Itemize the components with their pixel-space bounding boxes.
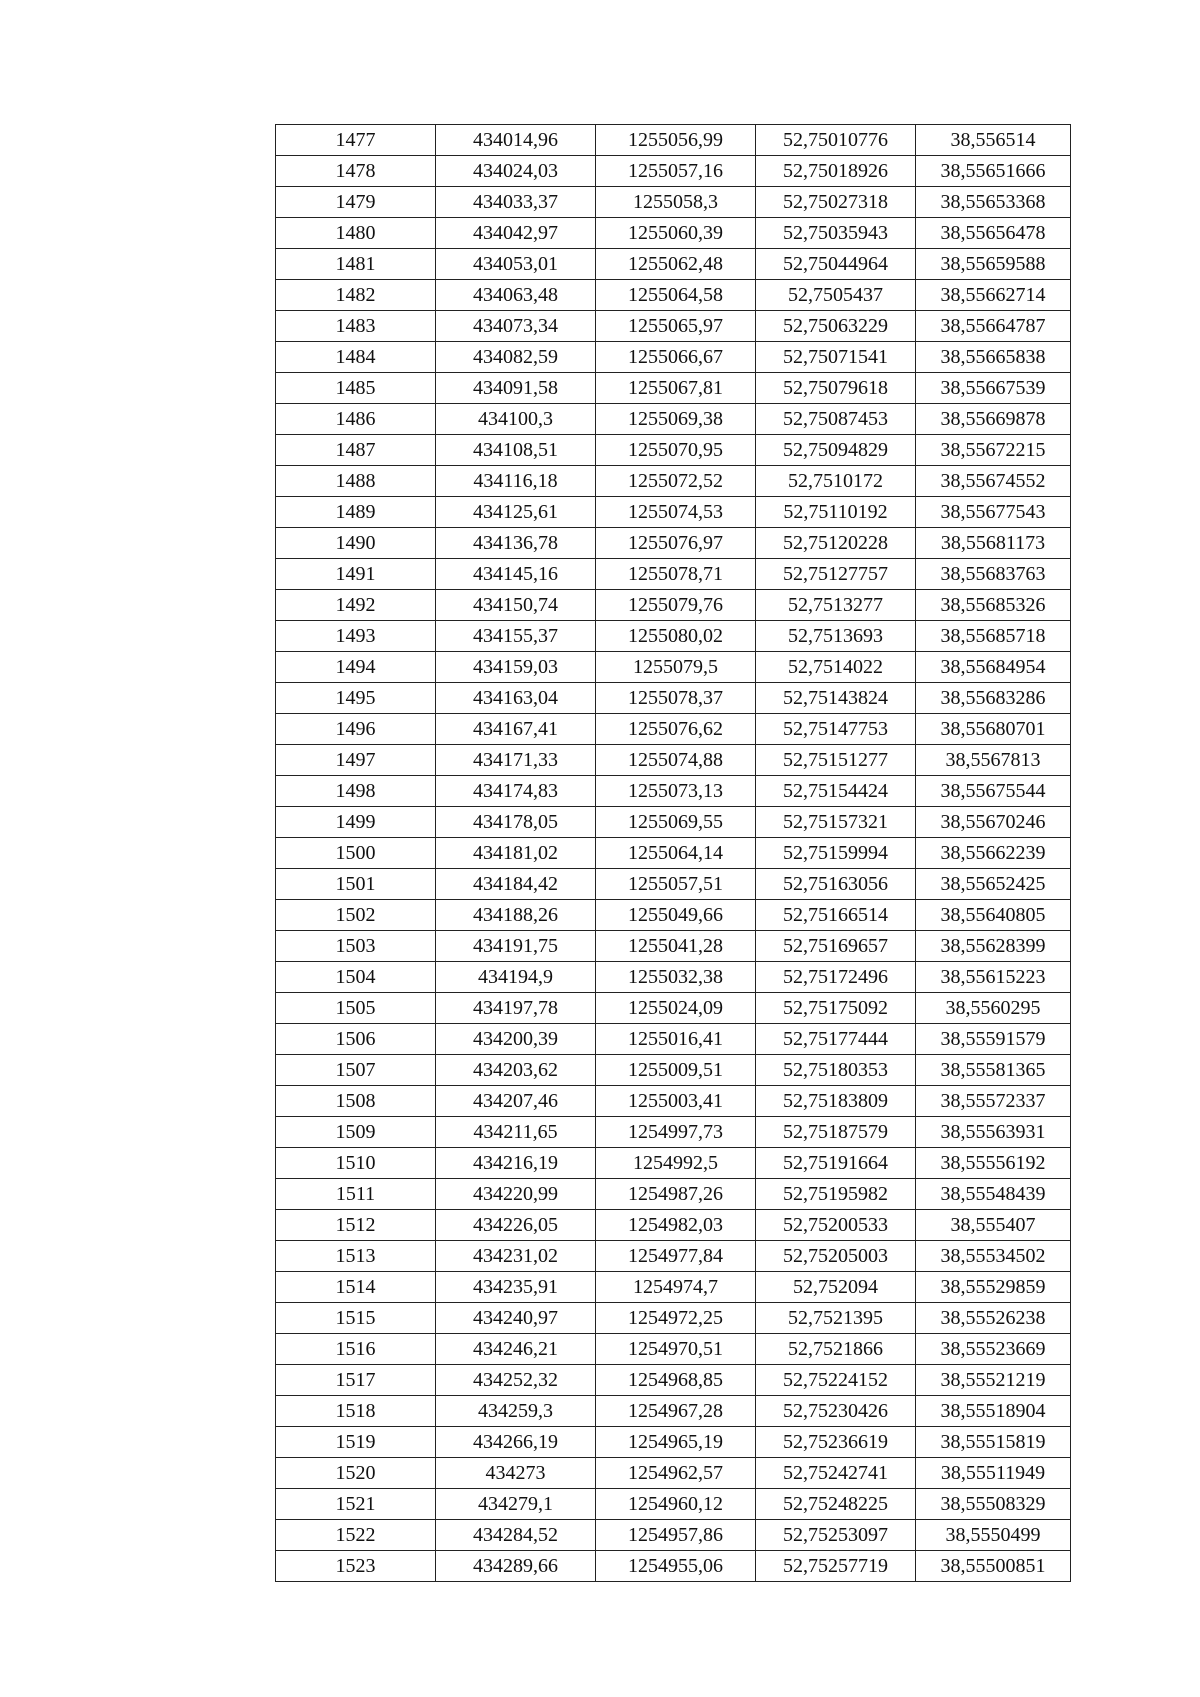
y-coordinate-cell: 1255064,58 [596, 280, 756, 311]
y-coordinate-cell: 1255060,39 [596, 218, 756, 249]
y-coordinate-cell: 1255070,95 [596, 435, 756, 466]
x-coordinate-cell: 434033,37 [436, 187, 596, 218]
x-coordinate-cell: 434159,03 [436, 652, 596, 683]
x-coordinate-cell: 434167,41 [436, 714, 596, 745]
longitude-cell: 38,5560295 [916, 993, 1071, 1024]
latitude-cell: 52,7513693 [756, 621, 916, 652]
latitude-cell: 52,75187579 [756, 1117, 916, 1148]
latitude-cell: 52,752094 [756, 1272, 916, 1303]
latitude-cell: 52,75094829 [756, 435, 916, 466]
latitude-cell: 52,75242741 [756, 1458, 916, 1489]
table-row [276, 559, 1071, 590]
point-number-cell: 1479 [276, 187, 436, 218]
longitude-cell: 38,55508329 [916, 1489, 1071, 1520]
x-coordinate-cell: 434178,05 [436, 807, 596, 838]
x-coordinate-cell: 434091,58 [436, 373, 596, 404]
latitude-cell: 52,75035943 [756, 218, 916, 249]
longitude-cell: 38,55653368 [916, 187, 1071, 218]
table-row [276, 342, 1071, 373]
table-row [276, 621, 1071, 652]
point-number-cell: 1493 [276, 621, 436, 652]
longitude-cell: 38,55515819 [916, 1427, 1071, 1458]
table-row [276, 311, 1071, 342]
table-row [276, 1365, 1071, 1396]
latitude-cell: 52,75224152 [756, 1365, 916, 1396]
y-coordinate-cell: 1255003,41 [596, 1086, 756, 1117]
y-coordinate-cell: 1255057,16 [596, 156, 756, 187]
longitude-cell: 38,55680701 [916, 714, 1071, 745]
table-row [276, 652, 1071, 683]
point-number-cell: 1489 [276, 497, 436, 528]
y-coordinate-cell: 1255057,51 [596, 869, 756, 900]
point-number-cell: 1505 [276, 993, 436, 1024]
longitude-cell: 38,55672215 [916, 435, 1071, 466]
y-coordinate-cell: 1255074,53 [596, 497, 756, 528]
longitude-cell: 38,55662714 [916, 280, 1071, 311]
x-coordinate-cell: 434108,51 [436, 435, 596, 466]
table-row [276, 1489, 1071, 1520]
latitude-cell: 52,75175092 [756, 993, 916, 1024]
x-coordinate-cell: 434100,3 [436, 404, 596, 435]
point-number-cell: 1503 [276, 931, 436, 962]
table-row [276, 931, 1071, 962]
x-coordinate-cell: 434207,46 [436, 1086, 596, 1117]
point-number-cell: 1501 [276, 869, 436, 900]
latitude-cell: 52,75163056 [756, 869, 916, 900]
x-coordinate-cell: 434082,59 [436, 342, 596, 373]
point-number-cell: 1495 [276, 683, 436, 714]
table-row [276, 776, 1071, 807]
y-coordinate-cell: 1255076,97 [596, 528, 756, 559]
latitude-cell: 52,7505437 [756, 280, 916, 311]
y-coordinate-cell: 1255016,41 [596, 1024, 756, 1055]
x-coordinate-cell: 434200,39 [436, 1024, 596, 1055]
latitude-cell: 52,75248225 [756, 1489, 916, 1520]
x-coordinate-cell: 434284,52 [436, 1520, 596, 1551]
latitude-cell: 52,75147753 [756, 714, 916, 745]
y-coordinate-cell: 1255078,37 [596, 683, 756, 714]
x-coordinate-cell: 434246,21 [436, 1334, 596, 1365]
point-number-cell: 1514 [276, 1272, 436, 1303]
y-coordinate-cell: 1255049,66 [596, 900, 756, 931]
x-coordinate-cell: 434014,96 [436, 125, 596, 156]
latitude-cell: 52,75154424 [756, 776, 916, 807]
table-row [276, 683, 1071, 714]
point-number-cell: 1491 [276, 559, 436, 590]
y-coordinate-cell: 1255032,38 [596, 962, 756, 993]
longitude-cell: 38,55521219 [916, 1365, 1071, 1396]
latitude-cell: 52,75087453 [756, 404, 916, 435]
point-number-cell: 1522 [276, 1520, 436, 1551]
latitude-cell: 52,75191664 [756, 1148, 916, 1179]
table-row [276, 1303, 1071, 1334]
table-row [276, 280, 1071, 311]
point-number-cell: 1485 [276, 373, 436, 404]
table-row [276, 838, 1071, 869]
latitude-cell: 52,75205003 [756, 1241, 916, 1272]
table-row [276, 373, 1071, 404]
x-coordinate-cell: 434145,16 [436, 559, 596, 590]
y-coordinate-cell: 1255067,81 [596, 373, 756, 404]
y-coordinate-cell: 1254997,73 [596, 1117, 756, 1148]
point-number-cell: 1496 [276, 714, 436, 745]
latitude-cell: 52,75027318 [756, 187, 916, 218]
point-number-cell: 1488 [276, 466, 436, 497]
table-row [276, 807, 1071, 838]
point-number-cell: 1502 [276, 900, 436, 931]
longitude-cell: 38,55652425 [916, 869, 1071, 900]
y-coordinate-cell: 1254982,03 [596, 1210, 756, 1241]
x-coordinate-cell: 434163,04 [436, 683, 596, 714]
x-coordinate-cell: 434024,03 [436, 156, 596, 187]
y-coordinate-cell: 1255080,02 [596, 621, 756, 652]
x-coordinate-cell: 434181,02 [436, 838, 596, 869]
longitude-cell: 38,5550499 [916, 1520, 1071, 1551]
latitude-cell: 52,75010776 [756, 125, 916, 156]
x-coordinate-cell: 434053,01 [436, 249, 596, 280]
latitude-cell: 52,75177444 [756, 1024, 916, 1055]
longitude-cell: 38,55662239 [916, 838, 1071, 869]
latitude-cell: 52,75157321 [756, 807, 916, 838]
y-coordinate-cell: 1254968,85 [596, 1365, 756, 1396]
latitude-cell: 52,75236619 [756, 1427, 916, 1458]
x-coordinate-cell: 434273 [436, 1458, 596, 1489]
x-coordinate-cell: 434252,32 [436, 1365, 596, 1396]
y-coordinate-cell: 1254960,12 [596, 1489, 756, 1520]
longitude-cell: 38,55685326 [916, 590, 1071, 621]
coordinates-table-body [276, 125, 1071, 1582]
table-row [276, 466, 1071, 497]
table-row [276, 1272, 1071, 1303]
x-coordinate-cell: 434216,19 [436, 1148, 596, 1179]
point-number-cell: 1516 [276, 1334, 436, 1365]
y-coordinate-cell: 1255058,3 [596, 187, 756, 218]
table-row [276, 404, 1071, 435]
longitude-cell: 38,55500851 [916, 1551, 1071, 1582]
latitude-cell: 52,75079618 [756, 373, 916, 404]
latitude-cell: 52,7513277 [756, 590, 916, 621]
latitude-cell: 52,75166514 [756, 900, 916, 931]
latitude-cell: 52,75257719 [756, 1551, 916, 1582]
point-number-cell: 1483 [276, 311, 436, 342]
x-coordinate-cell: 434211,65 [436, 1117, 596, 1148]
longitude-cell: 38,5567813 [916, 745, 1071, 776]
point-number-cell: 1477 [276, 125, 436, 156]
point-number-cell: 1523 [276, 1551, 436, 1582]
longitude-cell: 38,55675544 [916, 776, 1071, 807]
table-row [276, 590, 1071, 621]
table-row [276, 1117, 1071, 1148]
y-coordinate-cell: 1254974,7 [596, 1272, 756, 1303]
y-coordinate-cell: 1255064,14 [596, 838, 756, 869]
latitude-cell: 52,75120228 [756, 528, 916, 559]
table-row [276, 497, 1071, 528]
longitude-cell: 38,55667539 [916, 373, 1071, 404]
table-row [276, 745, 1071, 776]
point-number-cell: 1520 [276, 1458, 436, 1489]
table-row [276, 1241, 1071, 1272]
latitude-cell: 52,75063229 [756, 311, 916, 342]
table-row [276, 993, 1071, 1024]
y-coordinate-cell: 1254972,25 [596, 1303, 756, 1334]
point-number-cell: 1521 [276, 1489, 436, 1520]
table-row [276, 1086, 1071, 1117]
point-number-cell: 1517 [276, 1365, 436, 1396]
longitude-cell: 38,55664787 [916, 311, 1071, 342]
longitude-cell: 38,55529859 [916, 1272, 1071, 1303]
x-coordinate-cell: 434279,1 [436, 1489, 596, 1520]
table-row [276, 187, 1071, 218]
table-row [276, 1055, 1071, 1086]
latitude-cell: 52,75071541 [756, 342, 916, 373]
point-number-cell: 1504 [276, 962, 436, 993]
longitude-cell: 38,55677543 [916, 497, 1071, 528]
table-row [276, 869, 1071, 900]
table-row [276, 249, 1071, 280]
y-coordinate-cell: 1254970,51 [596, 1334, 756, 1365]
y-coordinate-cell: 1255062,48 [596, 249, 756, 280]
point-number-cell: 1499 [276, 807, 436, 838]
latitude-cell: 52,7521395 [756, 1303, 916, 1334]
y-coordinate-cell: 1255069,38 [596, 404, 756, 435]
longitude-cell: 38,55526238 [916, 1303, 1071, 1334]
longitude-cell: 38,55683286 [916, 683, 1071, 714]
x-coordinate-cell: 434235,91 [436, 1272, 596, 1303]
x-coordinate-cell: 434191,75 [436, 931, 596, 962]
x-coordinate-cell: 434266,19 [436, 1427, 596, 1458]
latitude-cell: 52,75183809 [756, 1086, 916, 1117]
x-coordinate-cell: 434125,61 [436, 497, 596, 528]
table-row [276, 1458, 1071, 1489]
point-number-cell: 1507 [276, 1055, 436, 1086]
y-coordinate-cell: 1255056,99 [596, 125, 756, 156]
point-number-cell: 1519 [276, 1427, 436, 1458]
table-row [276, 900, 1071, 931]
point-number-cell: 1481 [276, 249, 436, 280]
y-coordinate-cell: 1255069,55 [596, 807, 756, 838]
point-number-cell: 1513 [276, 1241, 436, 1272]
longitude-cell: 38,55548439 [916, 1179, 1071, 1210]
x-coordinate-cell: 434197,78 [436, 993, 596, 1024]
x-coordinate-cell: 434155,37 [436, 621, 596, 652]
y-coordinate-cell: 1254962,57 [596, 1458, 756, 1489]
x-coordinate-cell: 434194,9 [436, 962, 596, 993]
point-number-cell: 1508 [276, 1086, 436, 1117]
x-coordinate-cell: 434042,97 [436, 218, 596, 249]
x-coordinate-cell: 434136,78 [436, 528, 596, 559]
y-coordinate-cell: 1255073,13 [596, 776, 756, 807]
longitude-cell: 38,55591579 [916, 1024, 1071, 1055]
longitude-cell: 38,55656478 [916, 218, 1071, 249]
x-coordinate-cell: 434063,48 [436, 280, 596, 311]
point-number-cell: 1506 [276, 1024, 436, 1055]
point-number-cell: 1518 [276, 1396, 436, 1427]
longitude-cell: 38,55674552 [916, 466, 1071, 497]
y-coordinate-cell: 1254967,28 [596, 1396, 756, 1427]
longitude-cell: 38,55683763 [916, 559, 1071, 590]
table-row [276, 714, 1071, 745]
x-coordinate-cell: 434259,3 [436, 1396, 596, 1427]
y-coordinate-cell: 1254987,26 [596, 1179, 756, 1210]
table-row [276, 1334, 1071, 1365]
table-row [276, 1427, 1071, 1458]
y-coordinate-cell: 1255079,76 [596, 590, 756, 621]
latitude-cell: 52,75169657 [756, 931, 916, 962]
coordinates-table [275, 124, 1071, 1582]
latitude-cell: 52,75151277 [756, 745, 916, 776]
x-coordinate-cell: 434116,18 [436, 466, 596, 497]
latitude-cell: 52,75159994 [756, 838, 916, 869]
latitude-cell: 52,75253097 [756, 1520, 916, 1551]
longitude-cell: 38,556514 [916, 125, 1071, 156]
y-coordinate-cell: 1255078,71 [596, 559, 756, 590]
latitude-cell: 52,75180353 [756, 1055, 916, 1086]
longitude-cell: 38,55659588 [916, 249, 1071, 280]
table-row [276, 1148, 1071, 1179]
table-row [276, 1396, 1071, 1427]
point-number-cell: 1509 [276, 1117, 436, 1148]
longitude-cell: 38,55615223 [916, 962, 1071, 993]
x-coordinate-cell: 434289,66 [436, 1551, 596, 1582]
longitude-cell: 38,55534502 [916, 1241, 1071, 1272]
longitude-cell: 38,555407 [916, 1210, 1071, 1241]
latitude-cell: 52,75230426 [756, 1396, 916, 1427]
point-number-cell: 1484 [276, 342, 436, 373]
longitude-cell: 38,55685718 [916, 621, 1071, 652]
latitude-cell: 52,7514022 [756, 652, 916, 683]
point-number-cell: 1500 [276, 838, 436, 869]
table-row [276, 218, 1071, 249]
longitude-cell: 38,55563931 [916, 1117, 1071, 1148]
y-coordinate-cell: 1255076,62 [596, 714, 756, 745]
latitude-cell: 52,75018926 [756, 156, 916, 187]
latitude-cell: 52,75127757 [756, 559, 916, 590]
y-coordinate-cell: 1255041,28 [596, 931, 756, 962]
point-number-cell: 1478 [276, 156, 436, 187]
y-coordinate-cell: 1255066,67 [596, 342, 756, 373]
x-coordinate-cell: 434203,62 [436, 1055, 596, 1086]
point-number-cell: 1480 [276, 218, 436, 249]
table-row [276, 962, 1071, 993]
y-coordinate-cell: 1255072,52 [596, 466, 756, 497]
longitude-cell: 38,55640805 [916, 900, 1071, 931]
table-row [276, 1024, 1071, 1055]
x-coordinate-cell: 434220,99 [436, 1179, 596, 1210]
latitude-cell: 52,75200533 [756, 1210, 916, 1241]
y-coordinate-cell: 1254965,19 [596, 1427, 756, 1458]
y-coordinate-cell: 1255065,97 [596, 311, 756, 342]
x-coordinate-cell: 434174,83 [436, 776, 596, 807]
table-row [276, 156, 1071, 187]
longitude-cell: 38,55556192 [916, 1148, 1071, 1179]
latitude-cell: 52,7510172 [756, 466, 916, 497]
x-coordinate-cell: 434226,05 [436, 1210, 596, 1241]
longitude-cell: 38,55681173 [916, 528, 1071, 559]
y-coordinate-cell: 1255009,51 [596, 1055, 756, 1086]
point-number-cell: 1487 [276, 435, 436, 466]
x-coordinate-cell: 434231,02 [436, 1241, 596, 1272]
latitude-cell: 52,75110192 [756, 497, 916, 528]
point-number-cell: 1515 [276, 1303, 436, 1334]
longitude-cell: 38,55511949 [916, 1458, 1071, 1489]
longitude-cell: 38,55670246 [916, 807, 1071, 838]
longitude-cell: 38,55628399 [916, 931, 1071, 962]
latitude-cell: 52,75143824 [756, 683, 916, 714]
point-number-cell: 1497 [276, 745, 436, 776]
y-coordinate-cell: 1254955,06 [596, 1551, 756, 1582]
table-row [276, 1520, 1071, 1551]
latitude-cell: 52,7521866 [756, 1334, 916, 1365]
longitude-cell: 38,55572337 [916, 1086, 1071, 1117]
longitude-cell: 38,55523669 [916, 1334, 1071, 1365]
x-coordinate-cell: 434240,97 [436, 1303, 596, 1334]
point-number-cell: 1482 [276, 280, 436, 311]
longitude-cell: 38,55665838 [916, 342, 1071, 373]
y-coordinate-cell: 1255074,88 [596, 745, 756, 776]
longitude-cell: 38,55518904 [916, 1396, 1071, 1427]
longitude-cell: 38,55684954 [916, 652, 1071, 683]
point-number-cell: 1510 [276, 1148, 436, 1179]
point-number-cell: 1494 [276, 652, 436, 683]
point-number-cell: 1512 [276, 1210, 436, 1241]
point-number-cell: 1492 [276, 590, 436, 621]
x-coordinate-cell: 434073,34 [436, 311, 596, 342]
point-number-cell: 1490 [276, 528, 436, 559]
latitude-cell: 52,75044964 [756, 249, 916, 280]
longitude-cell: 38,55669878 [916, 404, 1071, 435]
table-row [276, 1551, 1071, 1582]
longitude-cell: 38,55651666 [916, 156, 1071, 187]
x-coordinate-cell: 434171,33 [436, 745, 596, 776]
table-row [276, 125, 1071, 156]
y-coordinate-cell: 1254957,86 [596, 1520, 756, 1551]
table-row [276, 528, 1071, 559]
table-row [276, 435, 1071, 466]
table-row [276, 1210, 1071, 1241]
table-row [276, 1179, 1071, 1210]
x-coordinate-cell: 434184,42 [436, 869, 596, 900]
latitude-cell: 52,75172496 [756, 962, 916, 993]
longitude-cell: 38,55581365 [916, 1055, 1071, 1086]
latitude-cell: 52,75195982 [756, 1179, 916, 1210]
y-coordinate-cell: 1255079,5 [596, 652, 756, 683]
y-coordinate-cell: 1254992,5 [596, 1148, 756, 1179]
x-coordinate-cell: 434150,74 [436, 590, 596, 621]
y-coordinate-cell: 1255024,09 [596, 993, 756, 1024]
point-number-cell: 1486 [276, 404, 436, 435]
point-number-cell: 1498 [276, 776, 436, 807]
x-coordinate-cell: 434188,26 [436, 900, 596, 931]
y-coordinate-cell: 1254977,84 [596, 1241, 756, 1272]
point-number-cell: 1511 [276, 1179, 436, 1210]
